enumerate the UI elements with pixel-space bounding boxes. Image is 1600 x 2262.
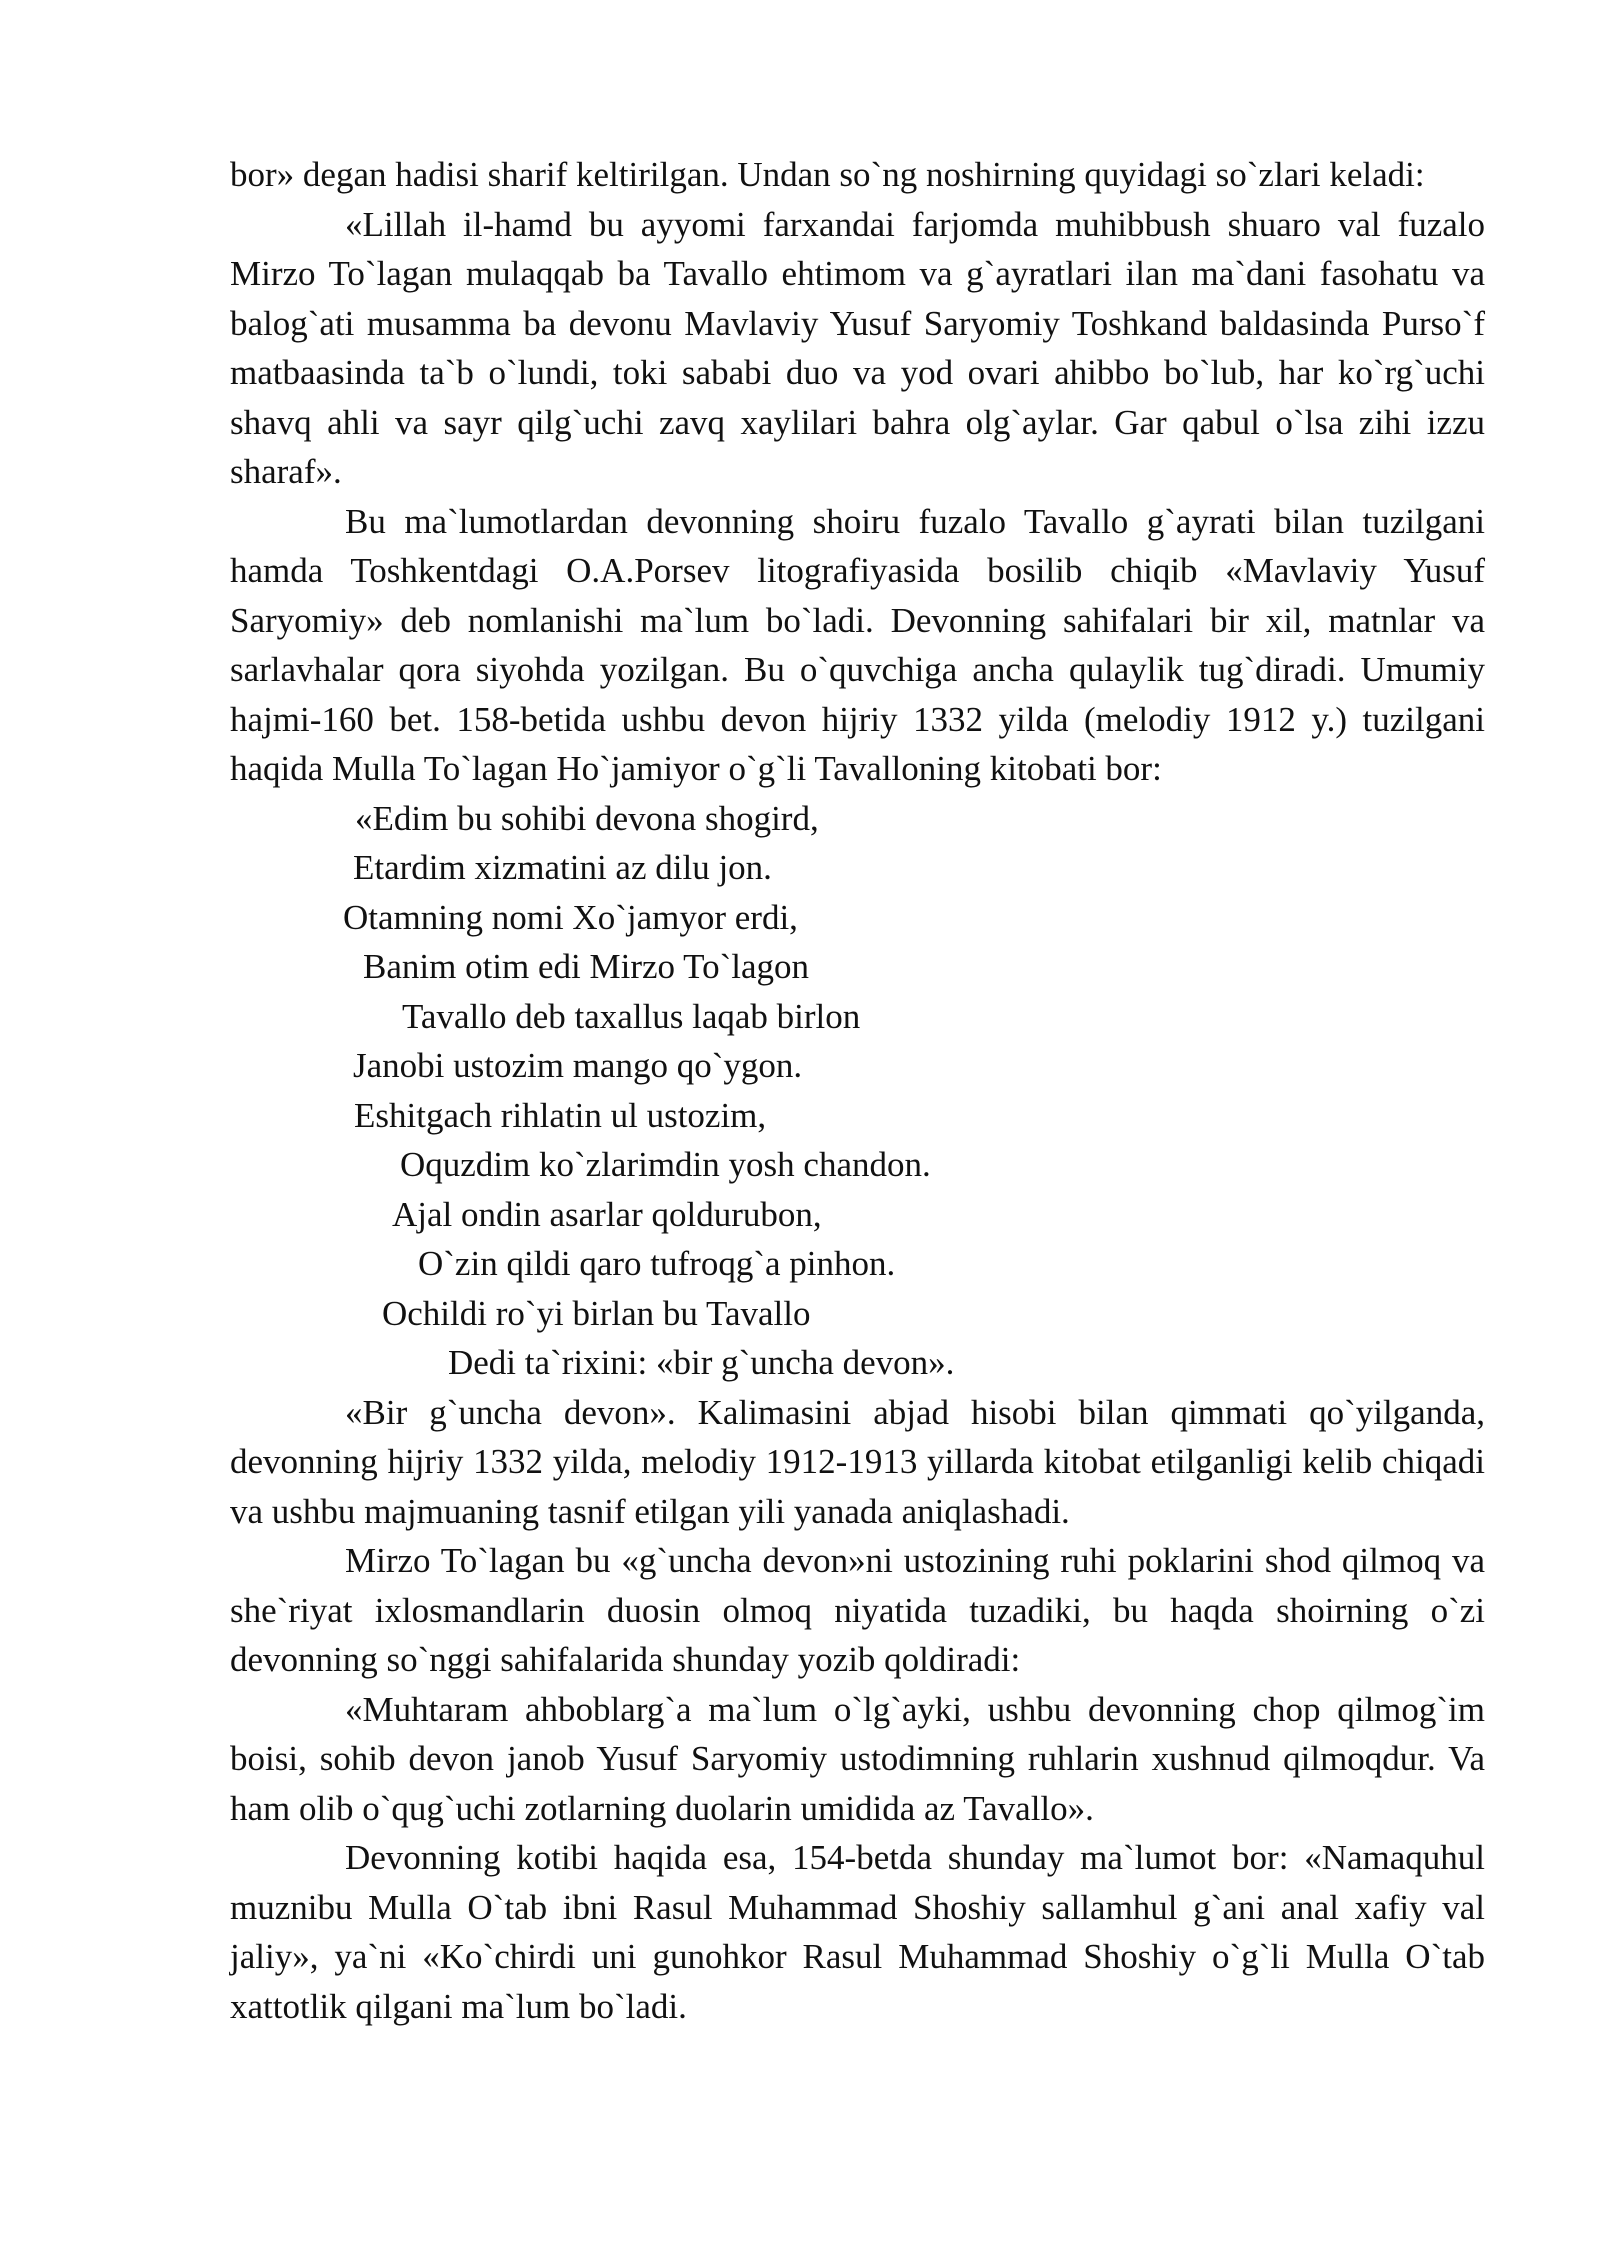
poem-line-10: O`zin qildi qaro tufroqg`a pinhon. [418,1244,896,1283]
document-page [230,150,1485,2031]
poem-line-3: Otamning nomi Xo`jamyor erdi, [343,897,798,937]
paragraph-7: Devonning kotibi haqida esa, 154-betda shunday ma`lumot bor: «Namaquhul muznibu Mulla O`tab ibni Rasul Muhammad Shoshiy sallamhul g`ani anal xafiy val jaliy», ya`ni «Ko`chirdi uni gunohkor Rasul Muhammad Shoshiy o`g`li Mulla O`tab xattotlik qilgani ma`lum bo`ladi. [230,1838,1485,2026]
paragraph-2-publisher-quote: «Lillah il-hamd bu ayyomi farxandai farjomda muhibbush shuaro val fuzalo Mirzo To`lagan mulaqqab ba Tavallo ehtimom va g`ayratlari ilan ma`dani fasohatu va balog`ati musamma ba devonu Mavlaviy Yusuf Saryomiy Toshkand baldasinda Purso`f matbaasinda ta`b o`lundi, toki sababi duo va yod ovari ahibbo bo`lub, har ko`rg`uchi shavq ahli va sayr qilg`uchi zavq xaylilari bahra olg`aylar. Gar qabul o`lsa zihi izzu sharaf». [230,204,1485,491]
paragraph-3: Bu ma`lumotlardan devonning shoiru fuzalo Tavallo g`ayrati bilan tuzilgani hamda Toshkentdagi O.A.Porsev litografiyasida bosilib chiqib «Mavlaviy Yusuf Saryomiy» deb nomlanishi ma`lum bo`ladi. Devonning sahifalari bir xil, matnlar va sarlavhalar qora siyohda yozilgan. Bu o`quvchiga ancha qulaylik tug`diradi. Umumiy hajmi-160 bet. 158-betida ushbu devon hijriy 1332 yilda (melodiy 1912 y.) tuzilgani haqida Mulla To`lagan Ho`jamiyor o`g`li Tavalloning kitobati bor: [230,501,1485,788]
poem-line-1: «Edim bu sohibi devona shogird, [355,798,819,838]
poem-line-6: Janobi ustozim mango qo`ygon. [353,1046,803,1085]
poem [230,794,1485,1388]
poem-line-7: Eshitgach rihlatin ul ustozim, [354,1095,767,1135]
poem-line-2: Etardim xizmatini az dilu jon. [353,848,772,887]
poem-line-11: Ochildi ro`yi birlan bu Tavallo [382,1293,811,1333]
paragraph-1: bor» degan hadisi sharif keltirilgan. Undan so`ng noshirning quyidagi so`zlari keladi: [230,155,1425,194]
poem-line-4: Banim otim edi Mirzo To`lagon [363,947,810,986]
poem-line-9: Ajal ondin asarlar qoldurubon, [392,1194,822,1234]
paragraph-4: «Bir g`uncha devon». Kalimasini abjad hisobi bilan qimmati qo`yilganda, devonning hijriy 1332 yilda, melodiy 1912-1913 yillarda kitobat etilganligi kelib chiqadi va ushbu majmuaning tasnif etilgan yili yanada aniqlashadi. [230,1392,1485,1531]
paragraph-5: Mirzo To`lagan bu «g`uncha devon»ni ustozining ruhi poklarini shod qilmoq va she`riyat ixlosmandlarin duosin olmoq niyatida tuzadiki, bu haqda shoirning o`zi devonning so`nggi sahifalarida shunday yozib qoldiradi: [230,1541,1485,1679]
poem-line-5: Tavallo deb taxallus laqab birlon [402,996,861,1036]
paragraph-6-author-quote: «Muhtaram ahboblarg`a ma`lum o`lg`ayki, ushbu devonning chop qilmog`im boisi, sohib devon janob Yusuf Saryomiy ustodimning ruhlarin xushnud qilmoqdur. Va ham olib o`qug`uchi zotlarning duolarin umidida az Tavallo». [230,1689,1485,1828]
poem-line-8: Oquzdim ko`zlarimdin yosh chandon. [400,1145,931,1184]
poem-line-12: Dedi ta`rixini: «bir g`uncha devon». [448,1343,955,1382]
